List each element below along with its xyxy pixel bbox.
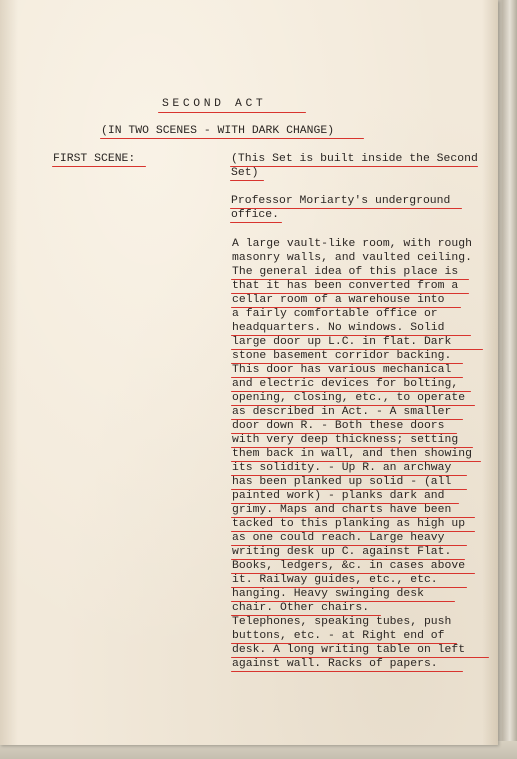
- description-line: cellar room of a warehouse into: [232, 294, 445, 306]
- scene-label: FIRST SCENE:: [53, 153, 136, 165]
- description-line: This door has various mechanical: [232, 364, 452, 376]
- description-line: writing desk up C. against Flat.: [232, 546, 452, 558]
- description-line: Books, ledgers, &c. in cases above: [232, 560, 466, 572]
- description-line: headquarters. No windows. Solid: [232, 322, 445, 334]
- description-line: it. Railway guides, etc., etc.: [232, 574, 438, 586]
- description-line: chair. Other chairs.: [232, 602, 370, 614]
- description-line: stone basement corridor backing.: [232, 350, 452, 362]
- description-line: a fairly comfortable office or: [232, 308, 438, 320]
- location-line: office.: [231, 209, 279, 221]
- description-line: A large vault-like room, with rough: [232, 238, 472, 250]
- description-line: as described in Act. - A smaller: [232, 406, 452, 418]
- page-shadow: [0, 0, 18, 745]
- description-line: hanging. Heavy swinging desk: [232, 588, 424, 600]
- description-line: that it has been converted from a: [232, 280, 459, 292]
- description-line: against wall. Racks of papers.: [232, 658, 438, 670]
- title-underline: [158, 112, 306, 113]
- description-line: desk. A long writing table on left: [232, 644, 466, 656]
- description-line: large door up L.C. in flat. Dark: [232, 336, 452, 348]
- description-line: Telephones, speaking tubes, push: [232, 616, 452, 628]
- scene-label-underline: [52, 166, 146, 167]
- set-note-underline: [230, 180, 264, 181]
- description-line: masonry walls, and vaulted ceiling.: [232, 252, 472, 264]
- description-line: has been planked up solid - (all: [232, 476, 452, 488]
- description-line: tacked to this planking as high up: [232, 518, 466, 530]
- act-subtitle: (IN TWO SCENES - WITH DARK CHANGE): [101, 125, 335, 137]
- description-line: as one could reach. Large heavy: [232, 532, 445, 544]
- description-line: and electric devices for bolting,: [232, 378, 459, 390]
- set-note-line: (This Set is built inside the Second: [231, 153, 478, 165]
- description-line: opening, closing, etc., to operate: [232, 392, 466, 404]
- description-line: buttons, etc. - at Right end of: [232, 630, 445, 642]
- description-underline: [231, 671, 463, 672]
- act-title: SECOND ACT: [162, 98, 267, 110]
- description-line: painted work) - planks dark and: [232, 490, 445, 502]
- description-line: The general idea of this place is: [232, 266, 459, 278]
- location-underline: [230, 222, 282, 223]
- subtitle-underline: [100, 138, 364, 139]
- description-line: its solidity. - Up R. an archway: [232, 462, 452, 474]
- location-line: Professor Moriarty's underground: [231, 195, 451, 207]
- description-line: door down R. - Both these doors: [232, 420, 445, 432]
- description-line: them back in wall, and then showing: [232, 448, 472, 460]
- description-line: with very deep thickness; setting: [232, 434, 459, 446]
- description-line: grimy. Maps and charts have been: [232, 504, 452, 516]
- page-fold-shadow: [482, 0, 498, 745]
- set-note-underline: [230, 166, 478, 167]
- set-note-line: Set): [231, 167, 259, 179]
